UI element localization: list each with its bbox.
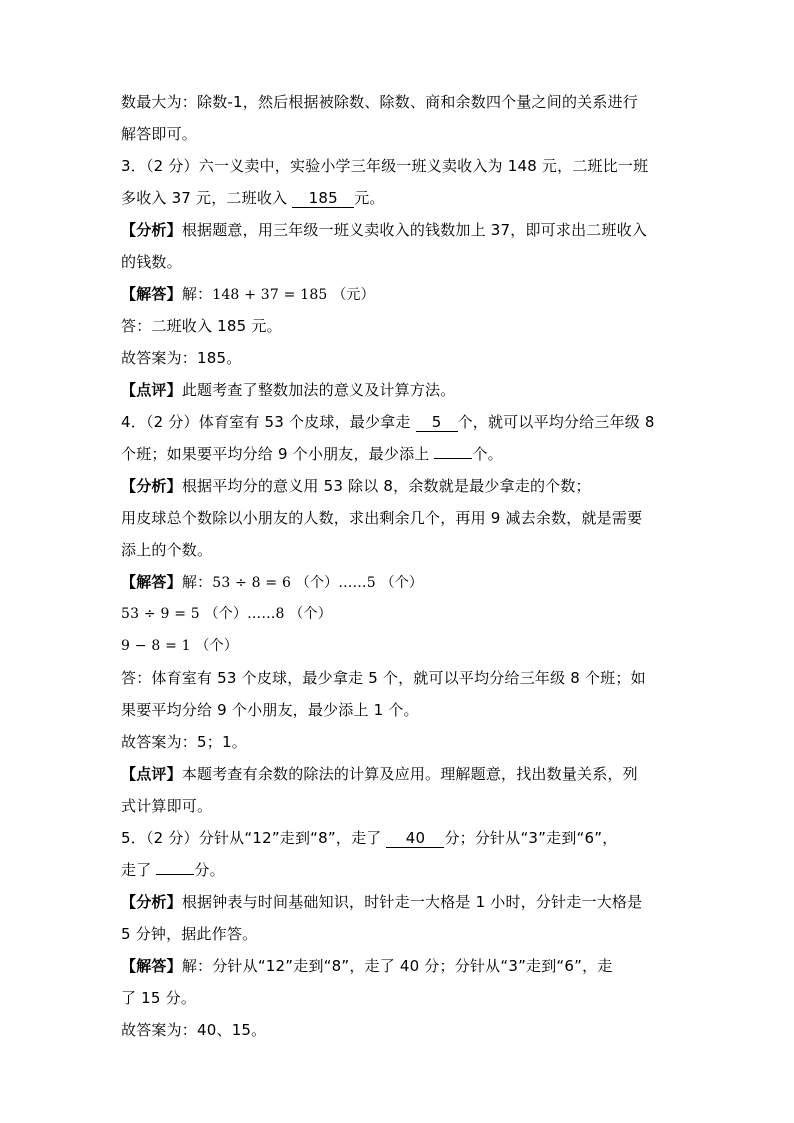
line-text: 根据平均分的意义用 53 除以 8，余数就是最少拿走的个数； (181, 477, 591, 495)
section-tag: 【解答】 (121, 285, 182, 303)
formula: 148 + 37 = 185 （元） (212, 287, 375, 303)
question-3-analysis (121, 220, 647, 240)
line-text: 此题考查了整数加法的意义及计算方法。 (181, 381, 456, 399)
line-text: 个班；如果要平均分给 9 个小朋友，最少添上 (121, 445, 435, 463)
question-4-answer (121, 700, 419, 720)
line-text: 解：分针从“12”走到“8”，走了 40 分；分针从“3”走到“6”，走 (181, 957, 613, 975)
question-5-analysis (121, 924, 257, 944)
line-text: 根据钟表与时间基础知识，时针走一大格是 1 小时，分针走一大格是 (181, 893, 643, 911)
question-5-analysis (121, 892, 642, 912)
line-text: 解： (181, 573, 213, 591)
formula-line (121, 636, 238, 656)
question-4-answer (121, 668, 646, 688)
line-text: 分。 (194, 861, 225, 879)
answer-blank (434, 458, 472, 459)
question-4-comment (121, 764, 638, 784)
formula: 53 ÷ 9 = 5 （个）……8 （个） (121, 606, 332, 622)
question-4-final (121, 732, 247, 752)
line-text: 式计算即可。 (121, 797, 213, 815)
question-3-analysis (121, 252, 182, 272)
line-text: 答：二班收入 185 元。 (121, 317, 282, 335)
line-text: 4．（2 分）体育室有 53 个皮球，最少拿走 (121, 413, 416, 431)
line-text: 了 15 分。 (121, 989, 197, 1007)
question-4-text (121, 444, 503, 464)
line-text: 用皮球总个数除以小朋友的人数，求出剩余几个，再用 9 减去余数，就是需要 (121, 509, 643, 527)
question-3-solution (121, 284, 375, 305)
section-tag: 【分析】 (121, 893, 182, 911)
formula: 9 − 8 = 1 （个） (121, 638, 239, 654)
section-tag: 【解答】 (121, 957, 182, 975)
line-text: 根据题意，用三年级一班义卖收入的钱数加上 37，即可求出二班收入 (181, 221, 648, 239)
answer-blank: 40 (386, 829, 444, 848)
line-text: 走了 (121, 861, 157, 879)
question-3-text (121, 188, 385, 208)
line-text: 的钱数。 (121, 253, 182, 271)
question-4-text (121, 412, 655, 432)
question-5-solution (121, 988, 196, 1008)
line-text: 解： (181, 285, 213, 303)
question-4-solution (121, 572, 423, 593)
line-text: 分；分针从“3”走到“6”， (444, 829, 618, 847)
question-5-solution (121, 956, 613, 976)
line-text: 故答案为：5；1。 (121, 733, 247, 751)
formula: 53 ÷ 8 = 6 （个）……5 （个） (212, 575, 424, 591)
section-tag: 【分析】 (121, 477, 182, 495)
line-text: 数最大为：除数-1，然后根据被除数、除数、商和余数四个量之间的关系进行 (121, 93, 638, 111)
question-4-analysis (121, 476, 591, 496)
question-5-text (121, 828, 617, 848)
question-5-text (121, 860, 225, 880)
text-line (121, 92, 638, 112)
formula-line (121, 604, 332, 624)
line-text: 添上的个数。 (121, 541, 213, 559)
line-text: 答：体育室有 53 个皮球，最少拿走 5 个，就可以平均分给三年级 8 个班；如 (121, 669, 646, 687)
question-3-comment (121, 380, 455, 400)
section-tag: 【解答】 (121, 573, 182, 591)
line-text: 本题考查有余数的除法的计算及应用。理解题意，找出数量关系，列 (181, 765, 638, 783)
answer-blank: 185 (292, 189, 354, 208)
question-3-final (121, 348, 241, 368)
line-text: 个，就可以平均分给三年级 8 (457, 413, 655, 431)
line-text: 果要平均分给 9 个小朋友，最少添上 1 个。 (121, 701, 419, 719)
question-3-answer (121, 316, 282, 336)
line-text: 个。 (472, 445, 503, 463)
question-5-final (121, 1020, 266, 1040)
line-text: 故答案为：185。 (121, 349, 242, 367)
question-4-comment (121, 796, 212, 816)
section-tag: 【分析】 (121, 221, 182, 239)
question-4-analysis (121, 540, 212, 560)
line-text: 多收入 37 元，二班收入 (121, 189, 293, 207)
text-line (121, 124, 197, 144)
answer-blank: 5 (416, 413, 458, 432)
line-text: 故答案为：40、15。 (121, 1021, 267, 1039)
line-text: 解答即可。 (121, 125, 198, 143)
line-text: 5 分钟，据此作答。 (121, 925, 258, 943)
line-text: 元。 (354, 189, 385, 207)
line-text: 3．（2 分）六一义卖中，实验小学三年级一班义卖收入为 148 元，二班比一班 (121, 157, 649, 175)
answer-blank (156, 874, 194, 875)
question-4-analysis (121, 508, 642, 528)
question-3-text (121, 156, 648, 176)
line-text: 5．（2 分）分针从“12”走到“8”，走了 (121, 829, 387, 847)
section-tag: 【点评】 (121, 381, 182, 399)
section-tag: 【点评】 (121, 765, 182, 783)
